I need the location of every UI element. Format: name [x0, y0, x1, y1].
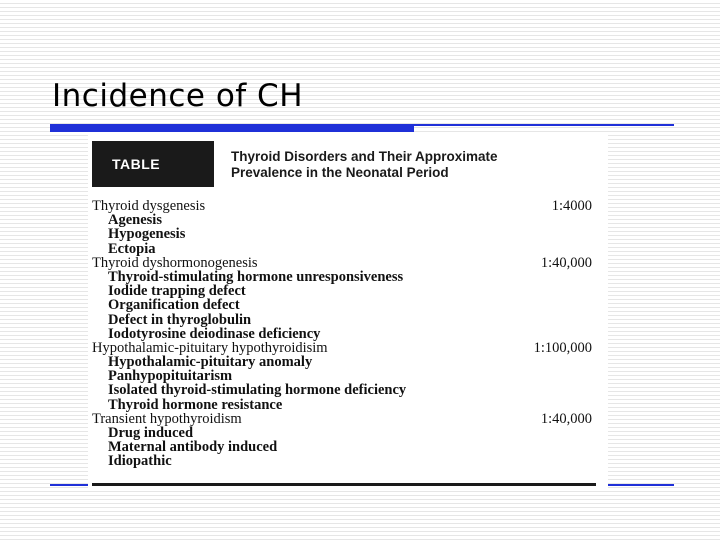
- table-tag: TABLE: [92, 141, 214, 187]
- sub-item: Organification defect: [108, 297, 240, 314]
- group-prevalence: 1:40,000: [540, 254, 592, 271]
- sub-item: Iodide trapping defect: [108, 283, 246, 300]
- table-header: [92, 139, 604, 187]
- caption-line-1: Thyroid Disorders and Their Approximate: [231, 149, 498, 164]
- group-row-thyroid-dysgenesis: [92, 199, 592, 213]
- caption-line-2: Prevalence in the Neonatal Period: [231, 165, 449, 180]
- table-figure: [88, 133, 608, 489]
- sub-item: Hypothalamic-pituitary anomaly: [108, 354, 313, 371]
- sub-item: Ectopia: [108, 240, 156, 257]
- group-row-thyroid-dyshormonogenesis: [92, 256, 592, 270]
- group-prevalence: 1:100,000: [533, 339, 592, 356]
- group-row-transient-hypothyroidism: [92, 412, 592, 426]
- sub-item: Thyroid-stimulating hormone unresponsiveness: [108, 268, 404, 285]
- table-bottom-rule: [92, 483, 596, 486]
- group-name: Transient hypothyroidism: [92, 410, 242, 427]
- table-rows: [92, 199, 592, 469]
- sub-item: Defect in thyroglobulin: [108, 311, 252, 328]
- sub-item: Iodotyrosine deiodinase deficiency: [108, 325, 321, 342]
- title-underline-thin: [414, 124, 674, 126]
- sub-item: Hypogenesis: [108, 226, 186, 243]
- group-name: Thyroid dysgenesis: [92, 198, 206, 214]
- sub-item: Panhypopituitarism: [108, 368, 233, 385]
- sub-item: Thyroid hormone resistance: [108, 396, 283, 413]
- sub-item: Drug induced: [108, 425, 194, 441]
- group-name: Hypothalamic-pituitary hypothyroidisim: [92, 339, 328, 356]
- table-caption: [231, 149, 591, 181]
- group-row-hypothalamic-pituitary: [92, 341, 592, 355]
- sub-item: Agenesis: [108, 212, 162, 229]
- sub-item: Maternal antibody induced: [108, 439, 278, 456]
- group-prevalence: 1:4000: [551, 198, 592, 214]
- title-underline-thick: [50, 124, 414, 132]
- slide-title: Incidence of CH: [52, 78, 304, 114]
- sub-item: Isolated thyroid-stimulating hormone deficiency: [108, 382, 407, 399]
- group-prevalence: 1:40,000: [540, 410, 592, 427]
- group-name: Thyroid dyshormonogenesis: [92, 254, 258, 271]
- sub-item: Idiopathic: [108, 453, 172, 470]
